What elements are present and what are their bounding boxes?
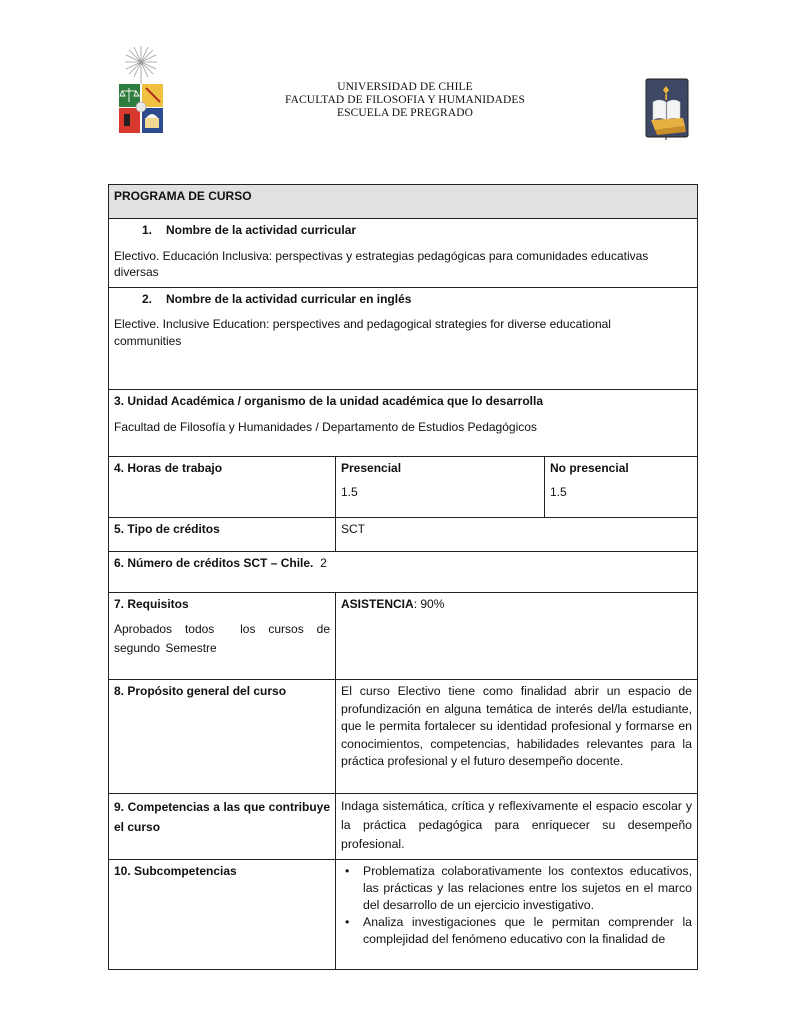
university-name: UNIVERSIDAD DE CHILE [337, 81, 473, 93]
section-8-label: 8. Propósito general del curso [109, 680, 336, 794]
section-1-activity-name [109, 219, 698, 288]
section-1-number: 1. [142, 223, 153, 237]
subcompetency-item: • Problematiza colaborativamente los contextos educativos, las prácticas y las relaciones entre los sujetos en el marco del desarrollo de un ejercicio investigativo. [341, 863, 692, 914]
institution-header [200, 81, 610, 120]
section-2-value: Elective. Inclusive Education: perspectives and pedagogical strategies for diverse educational communities [114, 317, 611, 348]
section-1-heading [114, 222, 692, 239]
section-7-attendance [336, 593, 698, 680]
section-10-subcompetencies [336, 860, 698, 970]
section-2-heading [114, 291, 692, 308]
faculty-book-emblem-icon [645, 78, 689, 140]
section-7-label: 7. Requisitos [114, 597, 189, 611]
faculty-name: FACULTAD DE FILOSOFIA Y HUMANIDADES [284, 94, 526, 106]
no-presencial-label: No presencial [550, 461, 629, 475]
section-6-label: 6. Número de créditos SCT – Chile. [114, 556, 314, 570]
section-2-label: Nombre de la actividad curricular en inglés [166, 292, 412, 306]
section-9-label: 9. Competencias a las que contribuye el curso [109, 794, 336, 860]
section-4-presencial [336, 457, 545, 518]
section-6-value: 2 [320, 556, 327, 570]
course-program-table [108, 184, 698, 970]
section-3-label: 3. Unidad Académica / organismo de la unidad académica que lo desarrolla [114, 394, 544, 408]
section-7-requirements [109, 593, 336, 680]
section-8-value: El curso Electivo tiene como finalidad abrir un espacio de profundización en alguna temática de interés del/la estudiante, que le permita fortalecer su identidad profesional y formarse en conocimientos, competencias, habilidades relevantes para la práctica profesional y el futuro desempeño docente. [336, 680, 698, 794]
section-9-value: Indaga sistemática, crítica y reflexivamente el espacio escolar y la práctica pedagógica para enriquecer su desempeño profesional. [336, 794, 698, 860]
no-presencial-value: 1.5 [550, 485, 567, 499]
section-3-academic-unit [109, 390, 698, 457]
presencial-value: 1.5 [341, 485, 358, 499]
attendance-label: ASISTENCIA [341, 597, 414, 611]
section-6-credits [109, 552, 698, 593]
section-4-no-presencial [545, 457, 698, 518]
subcompetencies-list [341, 863, 692, 948]
program-title: PROGRAMA DE CURSO [109, 185, 698, 219]
attendance-value: : 90% [413, 597, 445, 611]
section-3-value: Facultad de Filosofía y Humanidades / Departamento de Estudios Pedagógicos [114, 420, 537, 434]
school-name: ESCUELA DE PREGRADO [336, 107, 474, 119]
presencial-label: Presencial [341, 461, 402, 475]
subcompetency-item: • Analiza investigaciones que le permitan comprender la complejidad del fenómeno educativo con la finalidad de [341, 914, 692, 948]
section-10-label: 10. Subcompetencias [109, 860, 336, 970]
section-2-activity-name-english [109, 288, 698, 390]
section-1-label: Nombre de la actividad curricular [166, 223, 357, 237]
section-1-value: Electivo. Educación Inclusiva: perspectivas y estrategias pedagógicas para comunidades educativas diversas [114, 249, 649, 279]
section-5-label: 5. Tipo de créditos [109, 518, 336, 552]
section-5-value: SCT [336, 518, 698, 552]
section-4-label: 4. Horas de trabajo [109, 457, 336, 518]
section-7-value: Aprobados todos los cursos de segundo Semestre [114, 622, 336, 655]
university-crest-icon [116, 44, 166, 136]
section-2-number: 2. [142, 292, 153, 306]
